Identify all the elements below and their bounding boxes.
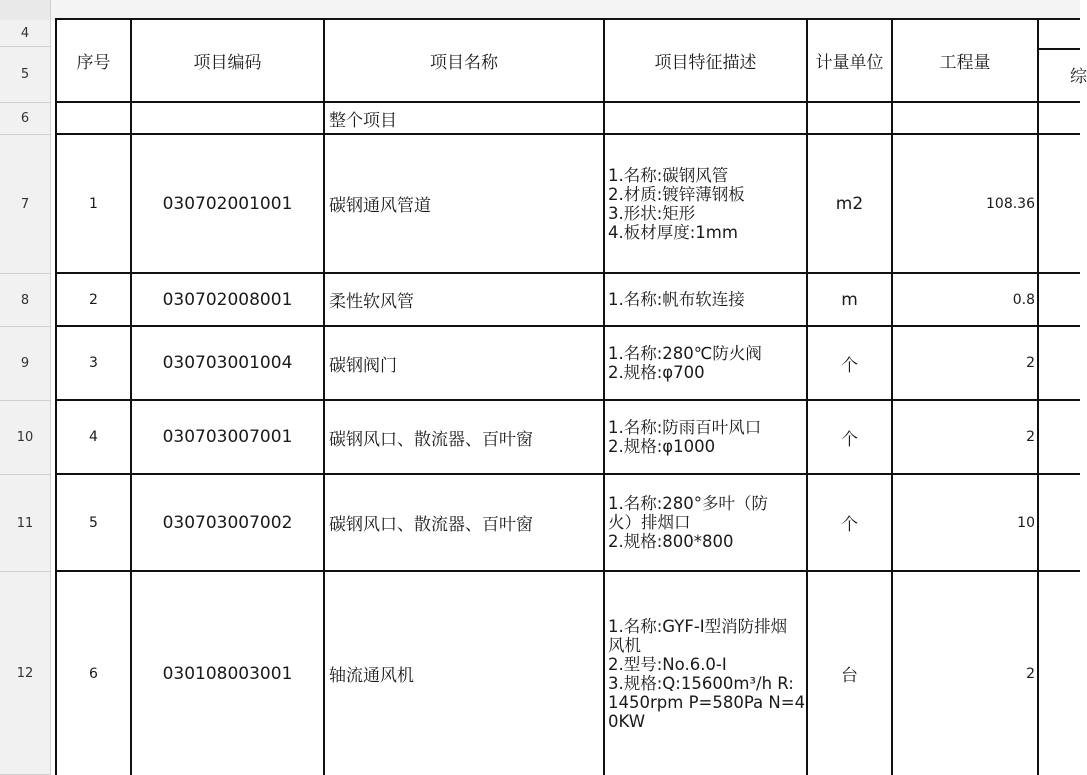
table-cell-description[interactable] xyxy=(605,475,806,570)
row-header-10[interactable]: 10 xyxy=(0,401,50,475)
description-line: 1.名称:GYF-I型消防排烟 xyxy=(608,616,788,636)
table-cell-quantity[interactable]: 2 xyxy=(1026,665,1035,682)
table-cell-unit[interactable]: m2 xyxy=(835,193,864,214)
table-cell-name[interactable]: 碳钢风口、散流器、百叶窗 xyxy=(329,515,533,535)
table-cell-unit[interactable]: 台 xyxy=(841,666,858,686)
table-cell-name[interactable]: 碳钢阀门 xyxy=(329,355,397,376)
table-cell-unit[interactable]: m xyxy=(841,289,858,310)
table-cell-seq[interactable]: 3 xyxy=(89,355,98,371)
table-cell-code[interactable]: 030108003001 xyxy=(162,663,293,684)
table-cell-unit[interactable]: 个 xyxy=(841,355,858,376)
row-header-8[interactable]: 8 xyxy=(0,274,50,327)
description-line: 2.规格:800*800 xyxy=(608,532,734,551)
table-cell-code[interactable]: 030702008001 xyxy=(162,289,293,310)
description-line: 2.型号:No.6.0-I xyxy=(608,654,727,674)
table-cell-description[interactable] xyxy=(605,274,806,325)
row-header-4[interactable]: 4 xyxy=(0,20,50,47)
description-line: 3.形状:矩形 xyxy=(608,203,696,223)
table-cell-quantity[interactable]: 0.8 xyxy=(1012,291,1035,308)
description-line: 4.板材厚度:1mm xyxy=(608,222,738,242)
table-cell-name[interactable]: 柔性软风管 xyxy=(329,292,414,312)
column-header-strip xyxy=(0,0,1080,20)
table-cell-code[interactable]: 030703007002 xyxy=(162,512,293,533)
select-all-corner[interactable] xyxy=(0,0,51,20)
table-cell-description[interactable] xyxy=(605,327,806,399)
table-cell-name[interactable]: 轴流通风机 xyxy=(329,666,414,686)
table-cell-unit[interactable]: 个 xyxy=(841,515,858,535)
header-unit[interactable]: 计量单位 xyxy=(815,53,884,73)
table-cell-quantity[interactable]: 108.36 xyxy=(986,195,1035,212)
table-cell-description[interactable] xyxy=(605,135,806,272)
table-cell-quantity[interactable]: 2 xyxy=(1026,355,1035,371)
table-cell-quantity[interactable]: 2 xyxy=(1026,429,1035,445)
table-cell-seq[interactable]: 4 xyxy=(89,429,98,445)
description-line: 1.名称:280℃防火阀 xyxy=(608,344,762,363)
description-line: 0KW xyxy=(608,711,646,731)
header-partial-next-column[interactable]: 综 xyxy=(1070,67,1087,87)
header-quantity[interactable]: 工程量 xyxy=(939,53,991,73)
row-header-7[interactable]: 7 xyxy=(0,135,50,274)
table-cell-seq[interactable]: 2 xyxy=(89,291,98,308)
description-line: 风机 xyxy=(608,635,641,655)
grid-line xyxy=(1038,48,1080,50)
table-cell-unit[interactable]: 个 xyxy=(841,429,858,450)
header-code[interactable]: 项目编码 xyxy=(193,53,262,73)
table-cell-seq[interactable]: 1 xyxy=(89,195,98,212)
description-line: 1.名称:防雨百叶风口 xyxy=(608,418,762,437)
description-line: 1.名称:帆布软连接 xyxy=(608,290,745,309)
table-cell-seq[interactable]: 5 xyxy=(89,514,98,531)
table-cell-description[interactable] xyxy=(605,401,806,473)
header-name[interactable]: 项目名称 xyxy=(430,53,498,73)
table-cell-description[interactable] xyxy=(605,572,806,775)
description-line: 2.材质:镀锌薄钢板 xyxy=(608,184,745,204)
table-cell-name[interactable]: 碳钢风口、散流器、百叶窗 xyxy=(329,429,533,450)
table-cell-seq[interactable]: 6 xyxy=(89,665,98,682)
description-line: 1.名称:碳钢风管 xyxy=(608,165,729,185)
grid-line xyxy=(1037,18,1039,775)
row-header-5[interactable]: 5 xyxy=(0,47,50,103)
table-cell-code[interactable]: 030703007001 xyxy=(162,427,293,447)
row-header-9[interactable]: 9 xyxy=(0,327,50,401)
description-line: 3.规格:Q:15600m³/h R: xyxy=(608,673,794,693)
grid-line xyxy=(1038,101,1080,103)
table-cell-code[interactable]: 030702001001 xyxy=(162,193,293,214)
header-description[interactable]: 项目特征描述 xyxy=(654,53,757,73)
row-header-11[interactable]: 11 xyxy=(0,475,50,572)
table-cell-name[interactable]: 碳钢通风管道 xyxy=(329,196,431,216)
description-line: 1450rpm P=580Pa N=4 xyxy=(608,692,806,712)
description-line: 火）排烟口 xyxy=(608,513,691,532)
description-line: 2.规格:φ700 xyxy=(608,363,705,382)
table-cell-code[interactable]: 030703001004 xyxy=(162,353,293,373)
row-header-12[interactable]: 12 xyxy=(0,572,50,775)
description-line: 1.名称:280°多叶（防 xyxy=(608,494,769,513)
row-header-6[interactable]: 6 xyxy=(0,103,50,135)
section-name-cell[interactable]: 整个项目 xyxy=(329,110,397,131)
description-line: 2.规格:φ1000 xyxy=(608,437,716,456)
table-cell-quantity[interactable]: 10 xyxy=(1017,514,1035,531)
header-seq[interactable]: 序号 xyxy=(76,53,111,73)
